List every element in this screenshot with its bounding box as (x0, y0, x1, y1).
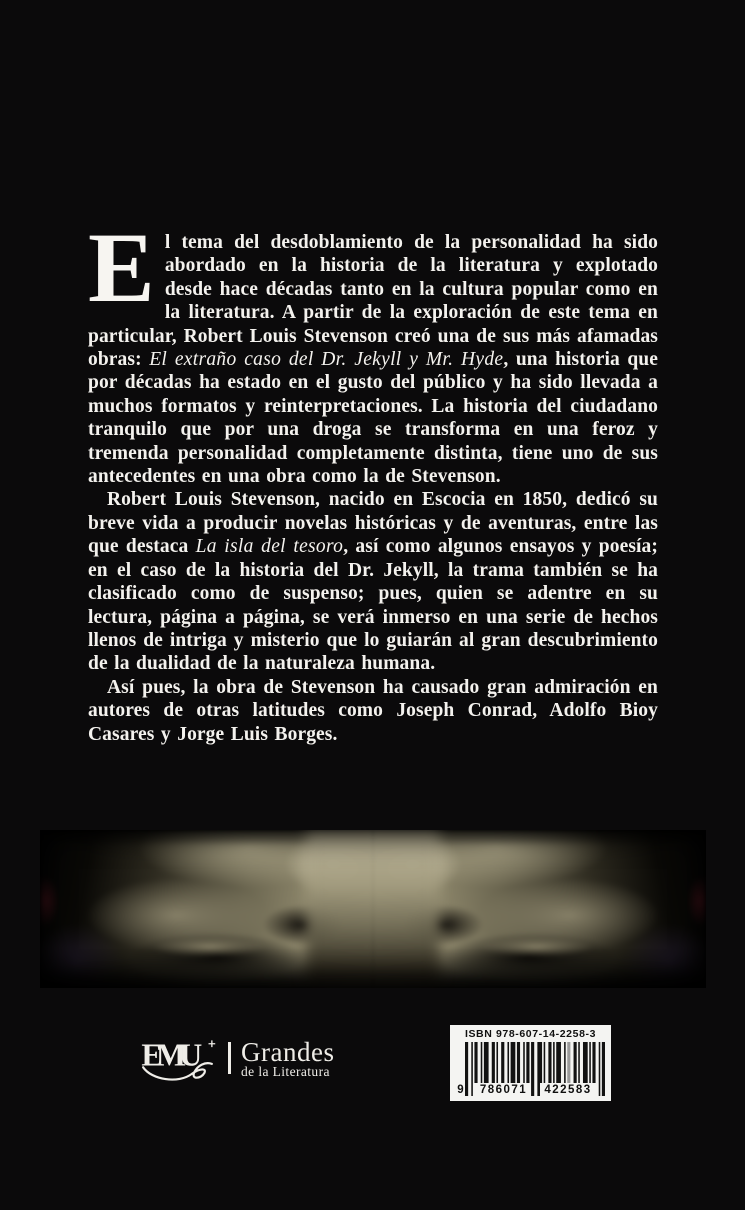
collection-subtitle: de la Literatura (241, 1063, 330, 1079)
isbn-label: ISBN 978-607-14-2258-3 (464, 1028, 597, 1040)
synopsis-text: , así como algunos ensayos y poesía; en el caso de la historia del Dr. Jekyll, la trama también se ha clasificado como de suspenso; pues, quien se adentre en su lectura, página a página, se verá inmerso en una serie de hechos llenos de intriga y misterio que lo guiarán al gran descubrimiento de la dualidad de la naturaleza humana. (88, 536, 658, 675)
isbn-barcode (450, 1025, 611, 1101)
synopsis-text: Robert Louis Stevenson, nacido en Escocia en 1850, dedicó su breve vida a producir novelas históricas y de aventuras, entre las que destaca (88, 489, 658, 558)
barcode-digit-group: 786071 (477, 1083, 530, 1097)
synopsis-text: , una historia que por décadas ha estado en el gusto del público y ha sido llevada a muchos formatos y reinterpretaciones. La historia del ciudadano tranquilo que por una droga se transforma en una feroz y tremenda personalidad completamente distinta, tiene uno de sus antecedentes en una obra como la de Stevenson. (88, 349, 658, 488)
synopsis (88, 212, 658, 746)
publisher-logo (138, 1032, 334, 1084)
synopsis-paragraph (88, 212, 658, 488)
barcode-digit-group: 422583 (540, 1083, 596, 1097)
book-title-italic: El extraño caso del Dr. Jekyll y Mr. Hyde (149, 349, 504, 371)
collection-block (241, 1036, 335, 1079)
face-photo-strip (40, 830, 706, 988)
logo-divider (228, 1042, 231, 1074)
book-title-italic: La isla del tesoro (195, 536, 344, 558)
collection-title: Grandes (241, 1036, 335, 1067)
barcode-bars-area (456, 1042, 605, 1096)
synopsis-paragraph (88, 676, 658, 746)
dropcap: E (88, 212, 155, 323)
emu-monogram-icon (138, 1032, 222, 1084)
emu-monogram-letters: EMU (141, 1037, 196, 1073)
barcode-digit-group: 9 (457, 1084, 464, 1096)
synopsis-text: l tema del desdoblamiento de la personalidad ha sido abordado en la historia de la literatura y explotado desde hace décadas tanto en la cultura popular como en la literatura. A partir de la exploración de este tema en particular, Robert Louis Stevenson creó una de sus más afamadas obras: (88, 232, 658, 371)
monogram-sparkle (209, 1040, 216, 1047)
synopsis-paragraph (88, 488, 658, 675)
photo-vignette (40, 830, 706, 988)
barcode-digits (456, 1083, 605, 1097)
synopsis-text: Así pues, la obra de Stevenson ha causado gran admiración en autores de otras latitudes como Joseph Conrad, Adolfo Bioy Casares y Jorge Luis Borges. (88, 676, 658, 745)
